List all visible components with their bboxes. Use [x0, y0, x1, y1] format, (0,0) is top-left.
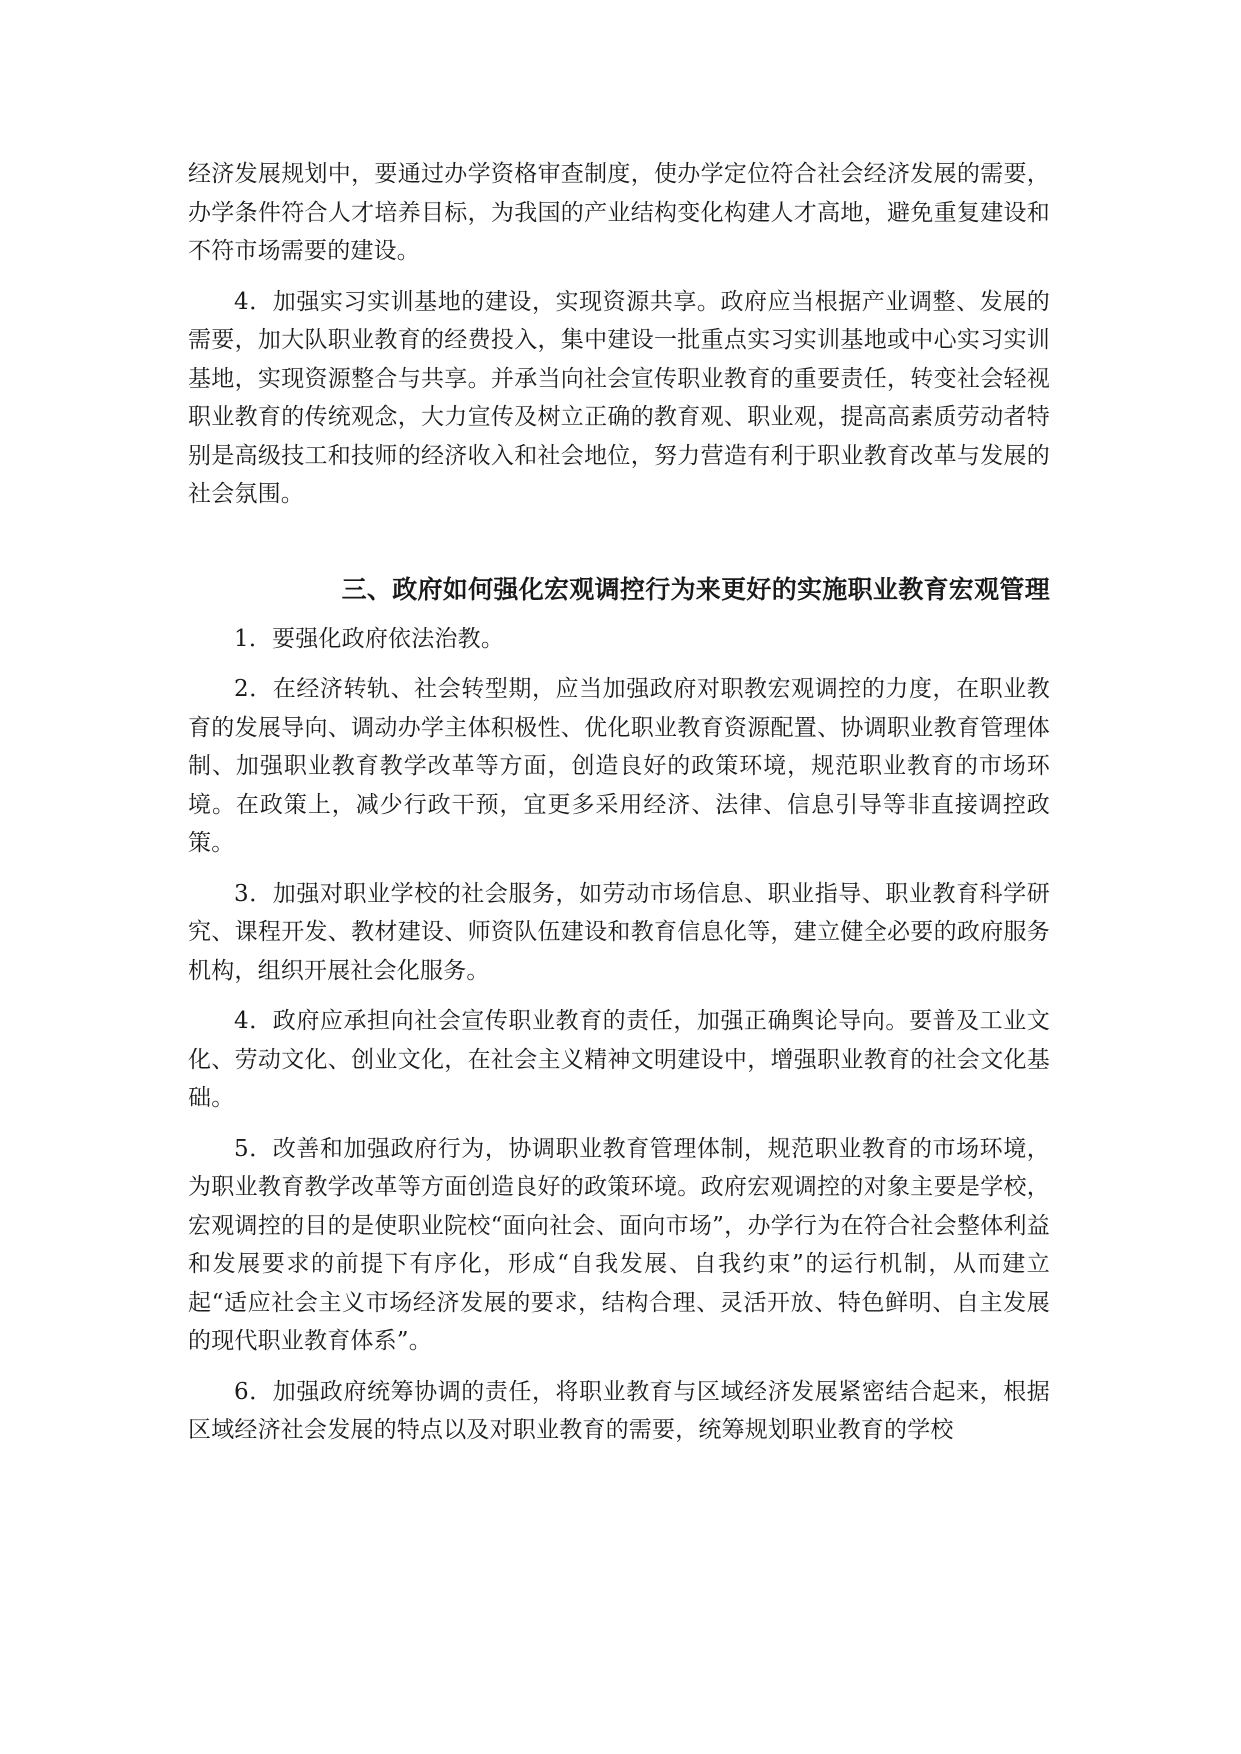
paragraph-item-5-government-behavior: 5．改善和加强政府行为，协调职业教育管理体制，规范职业教育的市场环境，为职业教育教学改革等方面创造良好的政策环境。政府宏观调控的对象主要是学校，宏观调控的目的是使职业院校“面向社会、面向市场”，办学行为在符合社会整体利益和发展要求的前提下有序化，形成“自我发展、自我约束”的运行机制，从而建立起“适应社会主义市场经济发展的要求，结构合理、灵活开放、特色鲜明、自主发展的现代职业教育体系”。: [188, 1135, 1050, 1354]
paragraph-item-4-publicity: 4．政府应承担向社会宣传职业教育的责任，加强正确舆论导向。要普及工业文化、劳动文化、创业文化，在社会主义精神文明建设中，增强职业教育的社会文化基础。: [188, 1008, 1050, 1111]
paragraph-item-2-macro-control: 2．在经济转轨、社会转型期，应当加强政府对职教宏观调控的力度，在职业教育的发展导向、调动办学主体积极性、优化职业教育资源配置、协调职业教育管理体制、加强职业教育教学改革等方面，创造良好的政策环境，规范职业教育的市场环境。在政策上，减少行政干预，宜更多采用经济、法律、信息引导等非直接调控政策。: [188, 676, 1050, 856]
section-heading: 三、政府如何强化宏观调控行为来更好的实施职业教育宏观管理: [341, 574, 1050, 604]
paragraph-item-6-coordination: 6．加强政府统筹协调的责任，将职业教育与区域经济发展紧密结合起来，根据区域经济社会发展的特点以及对职业教育的需要，统筹规划职业教育的学校: [188, 1378, 1050, 1443]
document-body: [188, 155, 1050, 1450]
paragraph-item-1-rule-of-law: 1．要强化政府依法治教。: [234, 625, 505, 652]
paragraph-continuation: 经济发展规划中，要通过办学资格审查制度，使办学定位符合社会经济发展的需要，办学条件符合人才培养目标，为我国的产业结构变化构建人才高地，避免重复建设和不符市场需要的建设。: [188, 161, 1050, 264]
paragraph-item-4-training-bases: 4．加强实习实训基地的建设，实现资源共享。政府应当根据产业调整、发展的需要，加大队职业教育的经费投入，集中建设一批重点实习实训基地或中心实习实训基地，实现资源整合与共享。并承当向社会宣传职业教育的重要责任，转变社会轻视职业教育的传统观念，大力宣传及树立正确的教育观、职业观，提高高素质劳动者特别是高级技工和技师的经济收入和社会地位，努力营造有利于职业教育改革与发展的社会氛围。: [188, 288, 1050, 507]
paragraph-item-3-social-services: 3．加强对职业学校的社会服务，如劳动市场信息、职业指导、职业教育科学研究、课程开发、教材建设、师资队伍建设和教育信息化等，建立健全必要的政府服务机构，组织开展社会化服务。: [188, 880, 1050, 984]
